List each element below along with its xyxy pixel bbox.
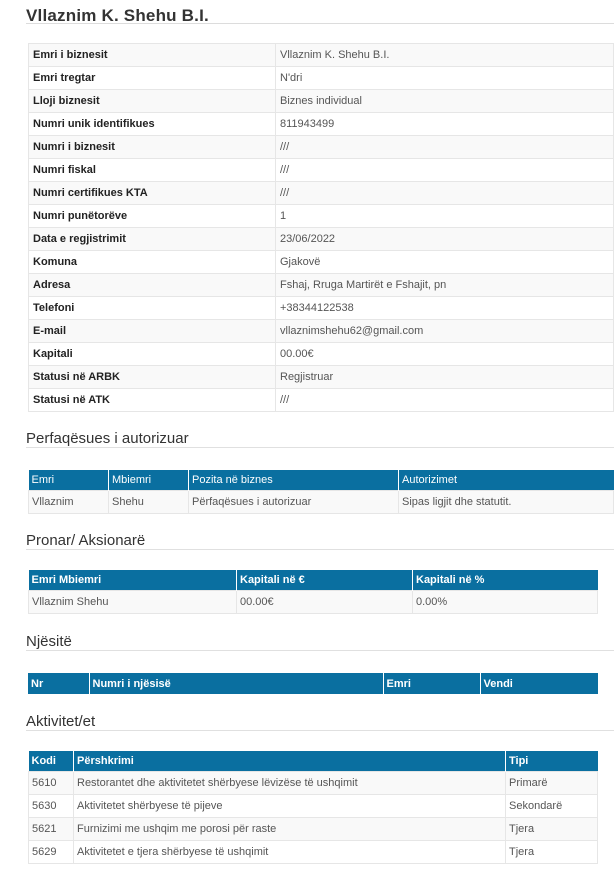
info-value: N'dri bbox=[276, 67, 614, 90]
owners-section-title: Pronar/ Aksionarë bbox=[26, 532, 146, 549]
info-label: Numri fiskal bbox=[29, 159, 276, 182]
info-row bbox=[29, 113, 614, 136]
info-row bbox=[29, 159, 614, 182]
section-divider bbox=[26, 730, 614, 731]
info-label: Data e regjistrimit bbox=[29, 228, 276, 251]
info-value: /// bbox=[276, 389, 614, 412]
info-row bbox=[29, 320, 614, 343]
table-row bbox=[29, 590, 598, 613]
table-cell: Restorantet dhe aktivitetet shërbyese lëvizëse të ushqimit bbox=[74, 771, 506, 794]
section-divider bbox=[26, 447, 614, 448]
info-value: Vllaznim K. Shehu B.I. bbox=[276, 44, 614, 67]
table-cell: Primarë bbox=[506, 771, 598, 794]
table-row bbox=[29, 490, 614, 513]
info-value: /// bbox=[276, 136, 614, 159]
info-value: 23/06/2022 bbox=[276, 228, 614, 251]
table-cell: 00.00€ bbox=[237, 590, 413, 613]
info-row bbox=[29, 297, 614, 320]
table-cell: 5621 bbox=[29, 817, 74, 840]
info-value: Gjakovë bbox=[276, 251, 614, 274]
owners-table bbox=[28, 570, 598, 614]
title-divider bbox=[26, 23, 614, 24]
table-cell: 5629 bbox=[29, 840, 74, 863]
info-row bbox=[29, 343, 614, 366]
table-row bbox=[29, 771, 598, 794]
column-header: Numri i njësisë bbox=[89, 673, 383, 694]
column-header: Pozita në biznes bbox=[189, 470, 399, 490]
info-value: vllaznimshehu62@gmail.com bbox=[276, 320, 614, 343]
info-value: 811943499 bbox=[276, 113, 614, 136]
info-value: Regjistruar bbox=[276, 366, 614, 389]
info-row bbox=[29, 389, 614, 412]
info-value: 1 bbox=[276, 205, 614, 228]
column-header: Tipi bbox=[506, 751, 598, 771]
info-label: Numri certifikues KTA bbox=[29, 182, 276, 205]
info-value: /// bbox=[276, 182, 614, 205]
info-value: Biznes individual bbox=[276, 90, 614, 113]
section-divider bbox=[26, 650, 614, 651]
column-header: Nr bbox=[28, 673, 89, 694]
table-cell: Shehu bbox=[109, 490, 189, 513]
column-header: Autorizimet bbox=[399, 470, 614, 490]
table-row bbox=[29, 794, 598, 817]
info-label: Numri unik identifikues bbox=[29, 113, 276, 136]
table-cell: Vllaznim bbox=[29, 490, 109, 513]
info-row bbox=[29, 182, 614, 205]
page-title: Vllaznim K. Shehu B.I. bbox=[26, 6, 209, 25]
table-cell: Vllaznim Shehu bbox=[29, 590, 237, 613]
table-cell: 5610 bbox=[29, 771, 74, 794]
info-value: /// bbox=[276, 159, 614, 182]
table-cell: 0.00% bbox=[413, 590, 598, 613]
column-header: Emri Mbiemri bbox=[29, 570, 237, 590]
info-row bbox=[29, 44, 614, 67]
info-label: Statusi në ARBK bbox=[29, 366, 276, 389]
info-row bbox=[29, 228, 614, 251]
info-row bbox=[29, 67, 614, 90]
units-section-title: Njësitë bbox=[26, 633, 72, 650]
section-divider bbox=[26, 549, 614, 550]
table-cell: Tjera bbox=[506, 817, 598, 840]
info-value: 00.00€ bbox=[276, 343, 614, 366]
representatives-section-title: Perfaqësues i autorizuar bbox=[26, 430, 189, 447]
column-header: Kapitali në % bbox=[413, 570, 598, 590]
representatives-table bbox=[28, 470, 614, 514]
column-header: Emri bbox=[383, 673, 480, 694]
activities-section-title: Aktivitet/et bbox=[26, 713, 96, 730]
table-cell: Tjera bbox=[506, 840, 598, 863]
business-info-table bbox=[28, 43, 614, 412]
activities-table bbox=[28, 751, 598, 864]
info-label: Numri punëtorëve bbox=[29, 205, 276, 228]
info-value: Fshaj, Rruga Martirët e Fshajit, pn bbox=[276, 274, 614, 297]
table-cell: Aktivitetet e tjera shërbyese të ushqimit bbox=[74, 840, 506, 863]
info-label: Emri i biznesit bbox=[29, 44, 276, 67]
info-label: Kapitali bbox=[29, 343, 276, 366]
info-row bbox=[29, 90, 614, 113]
table-cell: Përfaqësues i autorizuar bbox=[189, 490, 399, 513]
table-cell: Aktivitetet shërbyese të pijeve bbox=[74, 794, 506, 817]
info-label: Telefoni bbox=[29, 297, 276, 320]
info-row bbox=[29, 136, 614, 159]
info-row bbox=[29, 366, 614, 389]
units-table bbox=[28, 673, 598, 694]
info-label: Adresa bbox=[29, 274, 276, 297]
table-cell: 5630 bbox=[29, 794, 74, 817]
info-value: +38344122538 bbox=[276, 297, 614, 320]
info-label: Emri tregtar bbox=[29, 67, 276, 90]
info-row bbox=[29, 251, 614, 274]
table-cell: Sekondarë bbox=[506, 794, 598, 817]
info-label: Statusi në ATK bbox=[29, 389, 276, 412]
table-row bbox=[29, 817, 598, 840]
column-header: Kodi bbox=[29, 751, 74, 771]
info-label: Lloji biznesit bbox=[29, 90, 276, 113]
info-label: Komuna bbox=[29, 251, 276, 274]
column-header: Përshkrimi bbox=[74, 751, 506, 771]
info-row bbox=[29, 274, 614, 297]
column-header: Mbiemri bbox=[109, 470, 189, 490]
info-row bbox=[29, 205, 614, 228]
table-row bbox=[29, 840, 598, 863]
column-header: Kapitali në € bbox=[237, 570, 413, 590]
info-label: E-mail bbox=[29, 320, 276, 343]
info-label: Numri i biznesit bbox=[29, 136, 276, 159]
table-cell: Sipas ligjit dhe statutit. bbox=[399, 490, 614, 513]
table-cell: Furnizimi me ushqim me porosi për raste bbox=[74, 817, 506, 840]
column-header: Emri bbox=[29, 470, 109, 490]
column-header: Vendi bbox=[480, 673, 598, 694]
